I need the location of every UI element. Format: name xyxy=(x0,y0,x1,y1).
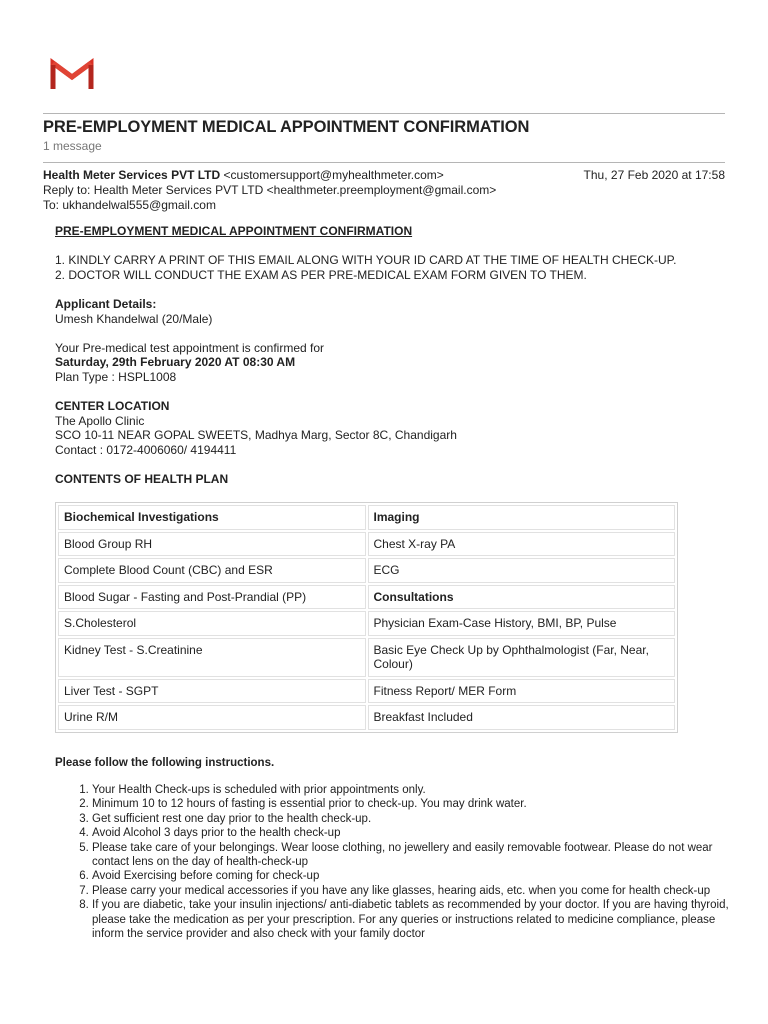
message-count: 1 message xyxy=(43,139,102,153)
list-item: 1. Your Health Check-ups is scheduled with prior appointments only. xyxy=(92,783,742,797)
table-cell: Breakfast Included xyxy=(368,705,676,730)
table-cell: Fitness Report/ MER Form xyxy=(368,679,676,704)
list-item: 2. Minimum 10 to 12 hours of fasting is essential prior to check-up. You may drink water. xyxy=(92,797,742,811)
confirm-text: Your Pre-medical test appointment is confirmed for xyxy=(55,340,325,355)
list-item: 5. Please take care of your belongings. Wear loose clothing, no jewellery and easily removable footwear. Please do not wear contact lens on the day of health-check-up xyxy=(92,841,742,870)
table-row xyxy=(58,679,675,704)
appointment-datetime: Saturday, 29th February 2020 AT 08:30 AM xyxy=(55,355,296,370)
contents-label: CONTENTS OF HEALTH PLAN xyxy=(55,472,229,487)
center-name: The Apollo Clinic xyxy=(55,413,145,428)
table-row xyxy=(58,558,675,583)
table-cell: Biochemical Investigations xyxy=(58,505,366,530)
health-plan-table xyxy=(55,502,678,733)
table-cell: Chest X-ray PA xyxy=(368,532,676,557)
subject-divider xyxy=(43,162,725,163)
table-row xyxy=(58,611,675,636)
table-cell: S.Cholesterol xyxy=(58,611,366,636)
table-cell: Complete Blood Count (CBC) and ESR xyxy=(58,558,366,583)
list-item: 6. Avoid Exercising before coming for check-up xyxy=(92,869,742,883)
table-cell: Basic Eye Check Up by Ophthalmologist (Far, Near, Colour) xyxy=(368,638,676,677)
table-row xyxy=(58,532,675,557)
header-divider xyxy=(43,113,725,114)
table-cell: ECG xyxy=(368,558,676,583)
list-item: 3. Get sufficient rest one day prior to the health check-up. xyxy=(92,812,742,826)
table-row xyxy=(58,585,675,610)
email-date: Thu, 27 Feb 2020 at 17:58 xyxy=(583,168,725,182)
center-address: SCO 10-11 NEAR GOPAL SWEETS, Madhya Marg, Sector 8C, Chandigarh xyxy=(55,428,457,443)
sender-name: Health Meter Services PVT LTD xyxy=(43,168,221,182)
note-2: 2. DOCTOR WILL CONDUCT THE EXAM AS PER PRE-MEDICAL EXAM FORM GIVEN TO THEM. xyxy=(55,267,587,282)
note-1: 1. KINDLY CARRY A PRINT OF THIS EMAIL ALONG WITH YOUR ID CARD AT THE TIME OF HEALTH CHECK-UP. xyxy=(55,253,677,268)
table-row xyxy=(58,705,675,730)
table-cell: Liver Test - SGPT xyxy=(58,679,366,704)
gmail-logo-icon xyxy=(50,57,94,91)
table-cell: Kidney Test - S.Creatinine xyxy=(58,638,366,677)
instructions-list xyxy=(55,783,742,941)
reply-to-line: Reply to: Health Meter Services PVT LTD <healthmeter.preemployment@gmail.com> xyxy=(43,183,497,197)
plan-type: Plan Type : HSPL1008 xyxy=(55,369,177,384)
applicant-label: Applicant Details: xyxy=(55,296,157,311)
sender-line xyxy=(43,168,444,183)
table-cell: Urine R/M xyxy=(58,705,366,730)
list-item: 8. If you are diabetic, take your insulin injections/ anti-diabetic tablets as recommended by your doctor. If you are having thyroid, please take the medication as per your prescription. For any queries or instructions related to medicine compliance, please inform the service provider and also check with your family doctor xyxy=(92,898,742,941)
list-item: 4. Avoid Alcohol 3 days prior to the health check-up xyxy=(92,826,742,840)
body-heading: PRE-EMPLOYMENT MEDICAL APPOINTMENT CONFIRMATION xyxy=(55,224,413,238)
sender-email[interactable]: <customersupport@myhealthmeter.com> xyxy=(223,168,444,182)
center-contact: Contact : 0172-4006060/ 4194411 xyxy=(55,442,237,457)
to-line: To: ukhandelwal555@gmail.com xyxy=(43,198,216,212)
table-cell: Consultations xyxy=(368,585,676,610)
email-subject: PRE-EMPLOYMENT MEDICAL APPOINTMENT CONFIRMATION xyxy=(43,118,530,136)
instructions-title: Please follow the following instructions. xyxy=(55,757,275,769)
table-cell: Blood Group RH xyxy=(58,532,366,557)
applicant-value: Umesh Khandelwal (20/Male) xyxy=(55,311,213,326)
email-body xyxy=(55,224,715,487)
table-cell: Blood Sugar - Fasting and Post-Prandial (PP) xyxy=(58,585,366,610)
table-row xyxy=(58,505,675,530)
center-label: CENTER LOCATION xyxy=(55,399,170,414)
table-row xyxy=(58,638,675,677)
list-item: 7. Please carry your medical accessories if you have any like glasses, hearing aids, etc. when you come for health check-up xyxy=(92,884,742,898)
table-cell: Imaging xyxy=(368,505,676,530)
table-cell: Physician Exam-Case History, BMI, BP, Pulse xyxy=(368,611,676,636)
